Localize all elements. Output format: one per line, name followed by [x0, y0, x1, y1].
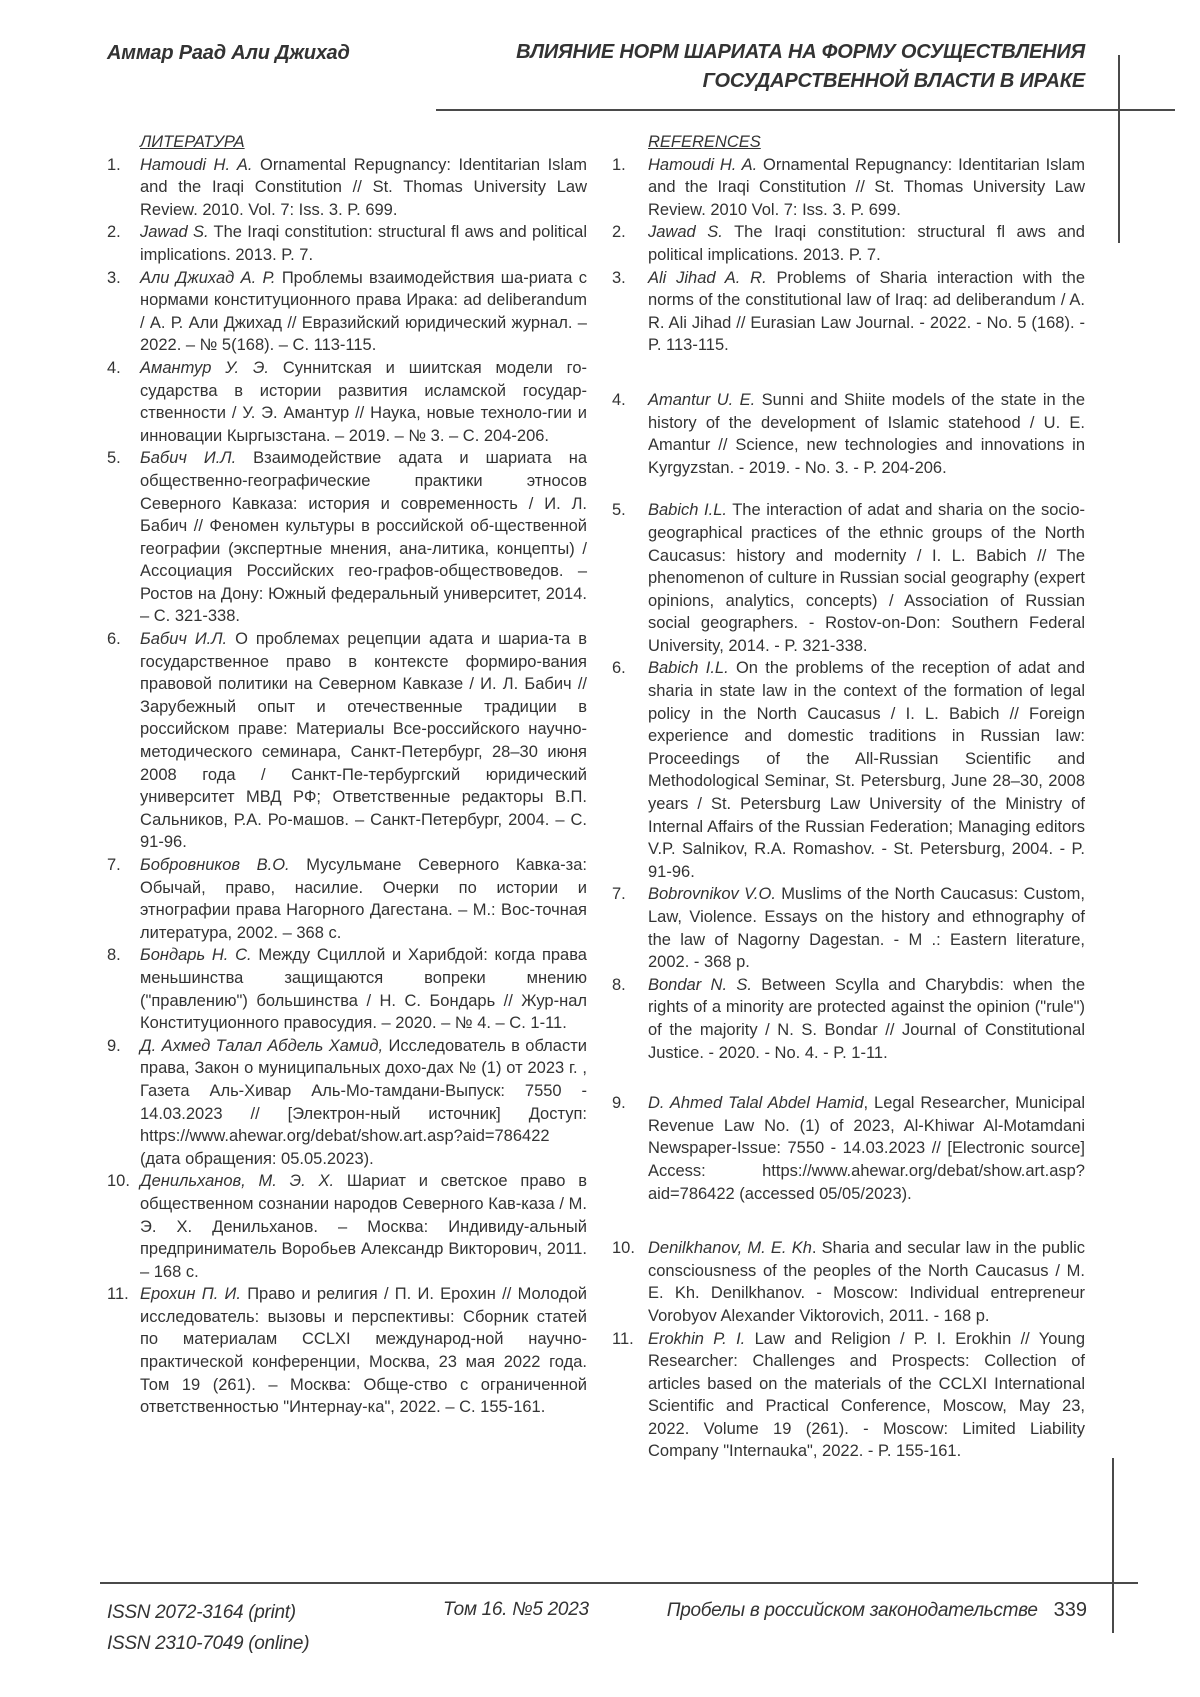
reference-number: 10. [612, 1239, 635, 1258]
literature-item-7 [107, 854, 587, 944]
reference-author: Ali Jihad A. R. [648, 268, 767, 287]
literature-item-5 [107, 447, 587, 628]
reference-number: 8. [612, 975, 626, 994]
reference-author: Jawad S. [140, 223, 209, 242]
reference-number: 1. [612, 155, 626, 174]
reference-number: 3. [107, 268, 121, 287]
footer-volume-issue: Том 16. №5 2023 [443, 1599, 589, 1620]
reference-text: Ornamental Repugnancy: Identitarian Islam and the Iraqi Constitution // St. Thomas University Law Review. 2010. Vol. 7: Iss. 3. P. 699. [140, 155, 587, 219]
reference-number: 10. [107, 1172, 130, 1191]
literature-item-4 [107, 357, 587, 447]
reference-number: 5. [107, 449, 121, 468]
footer-journal-block [667, 1599, 1087, 1622]
reference-number: 1. [107, 155, 121, 174]
reference-number: 2. [612, 223, 626, 242]
references-item-10 [612, 1237, 1085, 1327]
reference-text: Исследователь в области права, Закон о муниципальных дохо-дах № (1) от 2023 г. , Газета Аль-Хивар Аль-Мо-тамдани-Выпуск: 7550 - 14.03.2023 // [Электрон-ный источник] Доступ: https://www.ahewar.org/debat/show.art.asp?aid=786422 (дата обращения: 05.05.2023). [140, 1036, 587, 1168]
reference-author: Erokhin P. I. [648, 1329, 746, 1348]
reference-author: Hamoudi H. A. [648, 155, 758, 174]
footer-page-number: 339 [1053, 1599, 1087, 1621]
literature-column [107, 131, 587, 1463]
literature-item-9 [107, 1035, 587, 1171]
article-title-line-1: ВЛИЯНИЕ НОРМ ШАРИАТА НА ФОРМУ ОСУЩЕСТВЛЕНИЯ [516, 41, 1085, 63]
right-margin-line-top [1118, 55, 1120, 243]
reference-author: Денильханов, М. Э. Х. [140, 1172, 335, 1191]
reference-text: The Iraqi constitution: structural fl aws and political implications. 2013. P. 7. [140, 223, 587, 264]
reference-number: 4. [107, 358, 121, 377]
reference-number: 9. [107, 1036, 121, 1055]
reference-text: Взаимодействие адата и шариата на общественно-географические практики этносов Северного Кавказа: история и современность / И. Л. Бабич // Феномен культуры в российской об-щественной географии (экспертные мнения, ана-литика, концепты) / Ассоциация Российских гео-графов-обществоведов. – Ростов на Дону: Южный федеральный университет, 2014. – С. 321-338. [140, 449, 587, 626]
reference-author: Д. Ахмед Талал Абдель Хамид, [140, 1036, 384, 1055]
footer-divider-line [100, 1582, 1138, 1584]
reference-text: О проблемах рецепции адата и шариа-та в государственное право в контексте формиро-вания правовой политики на Северном Кавказе / И. Л. Бабич // Зарубежный опыт и отечественные традиции в российском праве: Материалы Все-российского научно-методического семинара, Санкт-Петербург, 28–30 июня 2008 года / Санкт-Пе-тербургский юридический университет МВД РФ; Ответственные редакторы В.П. Сальников, Р.А. Ро-машов. – Санкт-Петербург, 2004. – С. 91-96. [140, 630, 587, 852]
footer-issn-block [107, 1597, 309, 1659]
literature-heading: ЛИТЕРАТУРА [140, 133, 245, 151]
reference-author: Бобровников В.О. [140, 856, 290, 874]
references-item-5 [612, 499, 1085, 657]
literature-item-3 [107, 267, 587, 357]
article-title-line-2: ГОСУДАРСТВЕННОЙ ВЛАСТИ В ИРАКЕ [702, 70, 1085, 92]
reference-number: 8. [107, 946, 121, 965]
references-item-11 [612, 1328, 1085, 1464]
reference-text: . Sharia and secular law in the public consciousness of the peoples of the North Caucasus / M. E. Kh. Denilkhanov. - Moscow: Individual entrepreneur Vorobyov Alexander Viktorovich, 2011. - 168 p. [648, 1239, 1085, 1325]
reference-number: 11. [107, 1285, 129, 1304]
literature-item-2 [107, 221, 587, 266]
reference-text: Ornamental Repugnancy: Identitarian Islam and the Iraqi Constitution // St. Thomas University Law Review. 2010 Vol. 7: Iss. 3. P. 699. [648, 155, 1085, 219]
reference-author: Babich I.L. [648, 659, 729, 678]
reference-text: Проблемы взаимодействия ша-риата с нормами конституционного права Ирака: ad deliberandum / А. Р. Али Джихад // Евразийский юридический журнал. – 2022. – № 5(168). – С. 113-115. [140, 268, 588, 355]
reference-text: Суннитская и шиитская модели го-сударства в истории развития исламской государ-ственности / У. Э. Амантур // Наука, новые техноло-гии и инновации Кыргызстана. – 2019. – № 3. – С. 204-206. [140, 358, 587, 445]
header-divider-line [436, 109, 1175, 111]
references-column [612, 131, 1085, 1463]
reference-text: Между Сциллой и Харибдой: когда права меньшинства защищаются вопреки мнению ("правлению") большинства / Н. С. Бондарь // Жур-нал Конституционного правосудия. – 2020. – № 4. – С. 1-11. [140, 946, 587, 1033]
footer-journal-title: Пробелы в российском законодательстве [666, 1600, 1038, 1621]
reference-text: Право и религия / П. И. Ерохин // Молодой исследователь: вызовы и перспективы: Сборник статей по материалам CCLXI международ-ной научно-практической конференции, Москва, 23 мая 2022 года. Том 19 (261). – Москва: Обще-ство с ограниченной ответственностью "Интернау-ка", 2022. – С. 155-161. [140, 1285, 587, 1417]
literature-item-1 [107, 154, 587, 222]
reference-number: 5. [612, 501, 626, 520]
references-item-3 [612, 267, 1085, 357]
reference-number: 7. [107, 856, 121, 874]
issn-print: ISSN 2072-3164 (print) [107, 1602, 296, 1623]
reference-author: Jawad S. [648, 223, 723, 242]
reference-author: Bondar N. S. [648, 975, 752, 994]
reference-columns [107, 131, 1085, 1463]
right-margin-line-bottom [1112, 1458, 1114, 1633]
references-item-7 [612, 883, 1085, 973]
reference-author: Bobrovnikov V.O. [648, 885, 776, 904]
literature-item-8 [107, 944, 587, 1034]
reference-number: 2. [107, 223, 121, 242]
reference-text: The Iraqi constitution: structural fl aws and political implications. 2013. P. 7. [648, 223, 1085, 264]
reference-text: Muslims of the North Caucasus: Custom, Law, Violence. Essays on the history and ethnography of the law of Nagorny Dagestan. - M .: Eastern literature, 2002. - 368 p. [648, 885, 1085, 972]
reference-text: , Legal Researcher, Municipal Revenue Law No. (1) of 2023, Al-Khiwar Al-Motamdani Newspaper-Issue: 7550 - 14.03.2023 // [Electronic source] Access: https://www.ahewar.org/debat/show.art.asp?aid=786422 (accessed 05/05/2023). [648, 1094, 1085, 1203]
references-item-4 [612, 389, 1085, 479]
reference-text: Law and Religion / P. I. Erokhin // Young Researcher: Challenges and Prospects: Collection of articles based on the materials of the CCLXI International Scientific and Practical Conference, Moscow, May 23, 2022. Volume 19 (261). - Moscow: Limited Liability Company "Internauka", 2022. - P. 155-161. [648, 1329, 1085, 1461]
reference-author: Бабич И.Л. [140, 630, 228, 649]
literature-item-10 [107, 1170, 587, 1283]
reference-author: D. Ahmed Talal Abdel Hamid [648, 1094, 864, 1113]
literature-item-11 [107, 1283, 587, 1419]
references-item-8 [612, 974, 1085, 1064]
reference-text: Мусульмане Северного Кавка-за: Обычай, право, насилие. Очерки по истории и этнографии права Нагорного Дагестана. – М.: Вос-точная литература, 2002. – 368 с. [140, 856, 588, 942]
reference-author: Али Джихад А. Р. [140, 268, 276, 287]
references-item-9 [612, 1092, 1085, 1205]
reference-text: On the problems of the reception of adat and sharia in state law in the context of the formation of legal policy in the North Caucasus / I. L. Babich // Foreign experience and domestic traditions in Russian law: Proceedings of the All-Russian Scientific and Methodological Seminar, St. Petersburg, June 28–30, 2008 years / St. Petersburg Law University of the Ministry of Internal Affairs of the Russian Federation; Managing editors V.P. Salnikov, R.A. Romashov. - St. Petersburg, 2004. - P. 91-96. [648, 659, 1086, 881]
reference-text: Problems of Sharia interaction with the norms of the constitutional law of Iraq: ad deliberandum / A. R. Ali Jihad // Eurasian Law Journal. - 2022. - No. 5 (168). - P. 113-115. [648, 268, 1085, 355]
reference-author: Амантур У. Э. [140, 358, 269, 377]
reference-text: Sunni and Shiite models of the state in the history of the development of Islamic statehood / U. E. Amantur // Science, new technologies and innovations in Kyrgyzstan. - 2019. - No. 3. - P. 204-206. [648, 390, 1085, 477]
reference-text: Between Scylla and Charybdis: when the rights of a minority are protected against the opinion ("rule") of the majority / N. S. Bondar // Journal of Constitutional Justice. - 2020. - No. 4. - P. 1-11. [648, 975, 1085, 1062]
reference-text: Шариат и светское право в общественном сознании народов Северного Кав-каза / М. Э. Х. Денильханов. – Москва: Индивиду-альный предприниматель Воробьев Александр Викторович, 2011. – 168 с. [140, 1172, 587, 1281]
reference-number: 6. [612, 659, 626, 678]
reference-author: Hamoudi H. A. [140, 155, 253, 174]
reference-text: The interaction of adat and sharia on the socio-geographical practices of the ethnic groups of the North Caucasus: history and modernity / I. L. Babich // The phenomenon of culture in Russian social geography (expert opinions, analytics, concepts) / Association of Russian social geographers. - Rostov-on-Don: Southern Federal University, 2014. - P. 321-338. [648, 501, 1085, 655]
reference-author: Babich I.L. [648, 501, 727, 520]
reference-number: 3. [612, 268, 626, 287]
page-header-author: Аммар Раад Али Джихад [107, 42, 350, 64]
references-heading: REFERENCES [648, 133, 761, 151]
references-item-1 [612, 154, 1085, 222]
page-header-article-title [445, 38, 1085, 96]
issn-online: ISSN 2310-7049 (online) [107, 1633, 310, 1654]
reference-author: Amantur U. E. [648, 390, 756, 409]
reference-author: Ерохин П. И. [140, 1285, 241, 1304]
reference-number: 7. [612, 885, 626, 904]
reference-number: 4. [612, 390, 626, 409]
references-item-2 [612, 221, 1085, 266]
literature-item-6 [107, 628, 587, 854]
reference-author: Denilkhanov, M. E. Kh [648, 1239, 812, 1258]
references-item-6 [612, 657, 1085, 883]
reference-author: Бабич И.Л. [140, 449, 237, 468]
reference-number: 6. [107, 630, 121, 649]
reference-number: 9. [612, 1094, 626, 1113]
reference-number: 11. [612, 1329, 634, 1348]
reference-author: Бондарь Н. С. [140, 946, 252, 965]
